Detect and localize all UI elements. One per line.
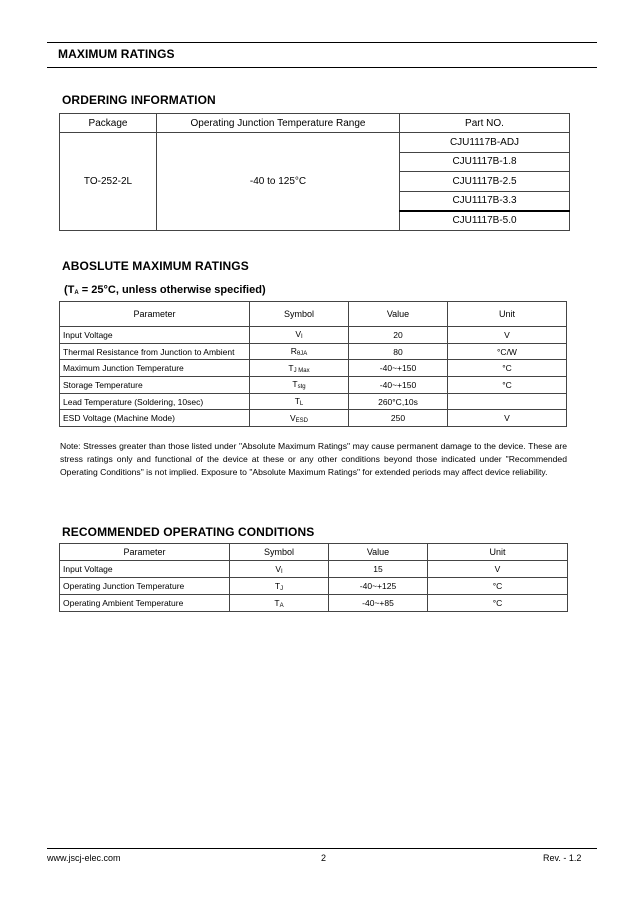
symbol-cell: $T_J$ [230,578,329,595]
value-cell: 20 [349,327,448,344]
symbol-cell: $V_{ESD}$ [250,410,349,427]
revision-label: Rev. - 1.2 [543,853,582,863]
unit-cell [448,393,567,410]
table-row [60,360,567,377]
unit-cell: V [448,410,567,427]
value-cell: -40~+85 [329,595,428,612]
param-cell: Thermal Resistance from Junction to Ambient [60,343,250,360]
col-unit: Unit [428,544,568,561]
unit-cell: °C [428,595,568,612]
ordering-col-part: Part NO. [400,114,570,133]
recommended-conditions-table [59,543,568,612]
symbol-cell: $T_L$ [250,393,349,410]
table-row [60,410,567,427]
part-number: CJU1117B-5.0 [400,211,570,231]
footer-website-link[interactable]: www.jscj-elec.com [47,853,121,863]
param-cell: Operating Ambient Temperature [60,595,230,612]
value-cell: 250 [349,410,448,427]
recommended-heading: RECOMMENDED OPERATING CONDITIONS [62,525,315,539]
col-value: Value [349,302,448,327]
unit-cell: °C [448,360,567,377]
header-rule-bottom [47,67,597,68]
param-cell: Lead Temperature (Soldering, 10sec) [60,393,250,410]
table-row [60,327,567,344]
table-row [60,377,567,394]
value-cell: 80 [349,343,448,360]
table-row [60,578,568,595]
page-number: 2 [321,853,327,863]
param-cell: ESD Voltage (Machine Mode) [60,410,250,427]
table-row [60,561,568,578]
table-row [60,393,567,410]
col-value: Value [329,544,428,561]
param-cell: Maximum Junction Temperature [60,360,250,377]
ordering-col-package: Package [60,114,157,133]
param-cell: Storage Temperature [60,377,250,394]
col-symbol: Symbol [230,544,329,561]
value-cell: -40~+125 [329,578,428,595]
col-parameter: Parameter [60,302,250,327]
unit-cell: V [428,561,568,578]
param-cell: Input Voltage [60,561,230,578]
unit-cell: °C [448,377,567,394]
value-cell: 15 [329,561,428,578]
absolute-heading: ABOSLUTE MAXIMUM RATINGS [62,259,249,273]
part-number: CJU1117B-3.3 [400,191,570,211]
value-cell: 260°C,10s [349,393,448,410]
symbol-cell: $T_{J Max}$ [250,360,349,377]
unit-cell: V [448,327,567,344]
param-cell: Operating Junction Temperature [60,578,230,595]
stress-note: Note: Stresses greater than those listed under "Absolute Maximum Ratings" may cause permanent damage to the device. These are stress ratings only and functional of the device at these or any other conditions beyond those indicated under "Recommended Operating Conditions" is not implied. Exposure to "Absolute Maximum Ratings" for extended periods may affect device reliability. [60,441,567,478]
value-cell: -40~+150 [349,377,448,394]
part-number: CJU1117B-1.8 [400,152,570,172]
ordering-table [59,113,570,231]
col-symbol: Symbol [250,302,349,327]
col-parameter: Parameter [60,544,230,561]
unit-cell: °C [428,578,568,595]
unit-cell: °C/W [448,343,567,360]
part-number: CJU1117B-2.5 [400,172,570,192]
col-unit: Unit [448,302,567,327]
symbol-cell: $V_I$ [230,561,329,578]
ordering-heading: ORDERING INFORMATION [62,93,216,107]
symbol-cell: $R_{\theta JA}$ [250,343,349,360]
footer-rule [47,848,597,849]
ordering-package: TO-252-2L [60,133,157,231]
symbol-cell: $T_{stg}$ [250,377,349,394]
absolute-condition: ($T_A = 25^\circ C$, unless otherwise specified) [64,284,266,296]
page-title: MAXIMUM RATINGS [58,47,175,61]
param-cell: Input Voltage [60,327,250,344]
ordering-col-temp: Operating Junction Temperature Range [157,114,400,133]
symbol-cell: $T_A$ [230,595,329,612]
value-cell: -40~+150 [349,360,448,377]
absolute-ratings-table [59,301,567,427]
symbol-cell: $V_I$ [250,327,349,344]
ordering-temp-range: -40 to 125°C [157,133,400,231]
table-row [60,595,568,612]
table-row [60,343,567,360]
header-rule-top [47,42,597,43]
part-number: CJU1117B-ADJ [400,133,570,153]
